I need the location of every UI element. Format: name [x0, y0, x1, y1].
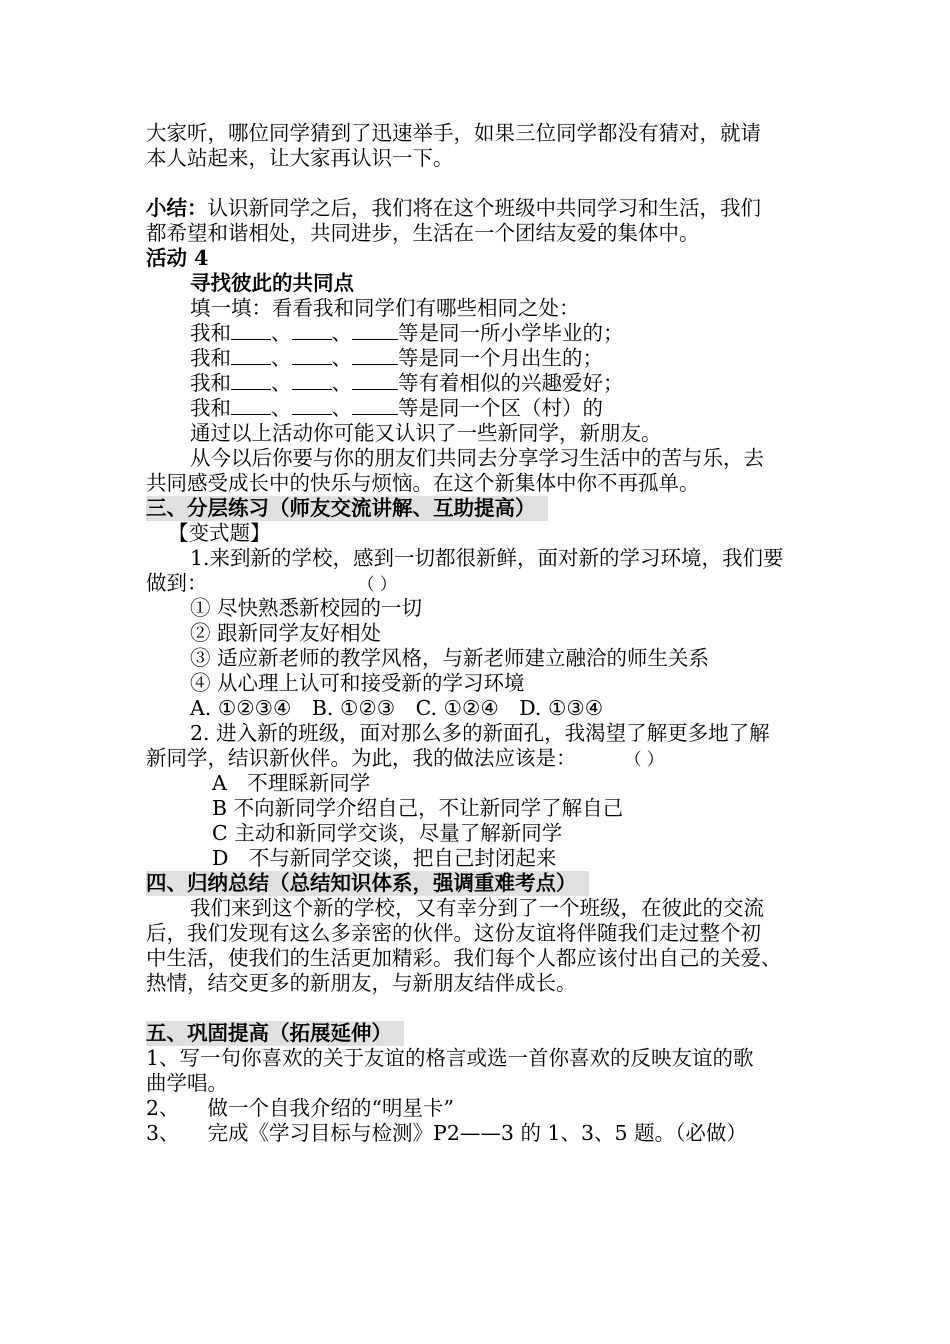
fill-intro: 填一填：看看我和同学们有哪些相同之处：: [190, 296, 580, 320]
question-2: 2. 进入新的班级，面对那么多的新面孔，我渴望了解更多地了解: [190, 721, 770, 745]
summary-paragraph: 后，我们发现有这么多亲密的伙伴。这份友谊将伴随我们走过整个初: [146, 921, 761, 945]
answer-choices: A. ①②③④ B. ①②③ C. ①②④ D. ①③④: [190, 696, 604, 720]
summary-line-1: [146, 196, 826, 221]
fill-item: 我和 、 、 等有着相似的兴趣爱好；: [190, 371, 624, 395]
question-2-cont: 新同学，结识新伙伴。为此，我的做法应该是： （ ）: [146, 746, 826, 771]
homework-item-3: 3、 完成《学习目标与检测》P2——3 的 1、3、5 题。（必做）: [146, 1121, 747, 1145]
fill-blank[interactable]: [231, 321, 271, 340]
summary-label: 小结：: [146, 196, 208, 220]
section-heading-4: 四、归纳总结（总结知识体系，强调重难考点）: [146, 871, 589, 896]
activity-paragraph: 通过以上活动你可能又认识了一些新同学，新朋友。: [190, 421, 662, 445]
fill-blank[interactable]: [352, 346, 398, 365]
summary-paragraph: 我们来到这个新的学校，又有幸分到了一个班级，在彼此的交流: [190, 896, 764, 920]
intro-line-1: 大家听，哪位同学猜到了迅速举手，如果三位同学都没有猜对，就请: [146, 121, 761, 145]
activity-heading: 活动 4: [146, 246, 209, 270]
fill-blank[interactable]: [352, 396, 398, 415]
answer-paren: （ ）: [624, 750, 664, 770]
fill-blank[interactable]: [292, 396, 332, 415]
option-item: ② 跟新同学友好相处: [190, 621, 382, 645]
option-item: D 不与新同学交谈，把自己封闭起来: [212, 846, 557, 870]
activity-paragraph: 从今以后你要与你的朋友们共同去分享学习生活中的苦与乐，去: [190, 446, 764, 470]
section-heading-5: 五、巩固提高（拓展延伸）: [146, 1021, 404, 1046]
variant-subheading: 【变式题】: [168, 521, 271, 545]
option-item: ④ 从心理上认可和接受新的学习环境: [190, 671, 525, 695]
section-heading-3: 三、分层练习（师友交流讲解、互助提高）: [146, 496, 548, 521]
answer-paren: （ ）: [357, 575, 397, 595]
fill-blank[interactable]: [292, 371, 332, 390]
homework-item-1-cont: 曲学唱。: [146, 1071, 228, 1095]
fill-blank[interactable]: [231, 396, 271, 415]
fill-item: 我和 、 、 等是同一个月出生的；: [190, 346, 603, 370]
summary-line-2: 都希望和谐相处，共同进步，生活在一个团结友爱的集体中。: [146, 221, 700, 245]
fill-blank[interactable]: [231, 346, 271, 365]
homework-item-1: 1、写一句你喜欢的关于友谊的格言或选一首你喜欢的反映友谊的歌: [146, 1046, 754, 1070]
activity-title: 寻找彼此的共同点: [190, 271, 354, 295]
summary-text: 认识新同学之后，我们将在这个班级中共同学习和生活，我们: [207, 196, 761, 220]
question-1: 1.来到新的学校，感到一切都很新鲜，面对新的学习环境，我们要: [190, 546, 784, 570]
activity-paragraph: 共同感受成长中的快乐与烦恼。在这个新集体中你不再孤单。: [146, 471, 700, 495]
document-page: [146, 121, 826, 1146]
option-item: A 不理睬新同学: [212, 771, 371, 795]
option-item: C 主动和新同学交谈，尽量了解新同学: [212, 821, 563, 845]
option-item: ③ 适应新老师的教学风格，与新老师建立融洽的师生关系: [190, 646, 710, 670]
fill-blank[interactable]: [231, 371, 271, 390]
fill-blank[interactable]: [292, 346, 332, 365]
summary-paragraph: 热情，结交更多的新朋友，与新朋友结伴成长。: [146, 971, 577, 995]
fill-blank[interactable]: [292, 321, 332, 340]
fill-item: 我和 、 、 等是同一个区（村）的: [190, 396, 603, 420]
fill-item: 我和 、 、 等是同一所小学毕业的；: [190, 321, 624, 345]
option-item: ① 尽快熟悉新校园的一切: [190, 596, 423, 620]
fill-blank[interactable]: [352, 321, 398, 340]
homework-item-2: 2、 做一个自我介绍的“明星卡”: [146, 1096, 455, 1120]
question-1-cont: 做到： （ ）: [146, 571, 826, 596]
fill-blank[interactable]: [352, 371, 398, 390]
option-item: B 不向新同学介绍自己，不让新同学了解自己: [212, 796, 624, 820]
summary-paragraph: 中生活，使我们的生活更加精彩。我们每个人都应该付出自己的关爱、: [146, 946, 782, 970]
intro-line-2: 本人站起来，让大家再认识一下。: [146, 146, 454, 170]
